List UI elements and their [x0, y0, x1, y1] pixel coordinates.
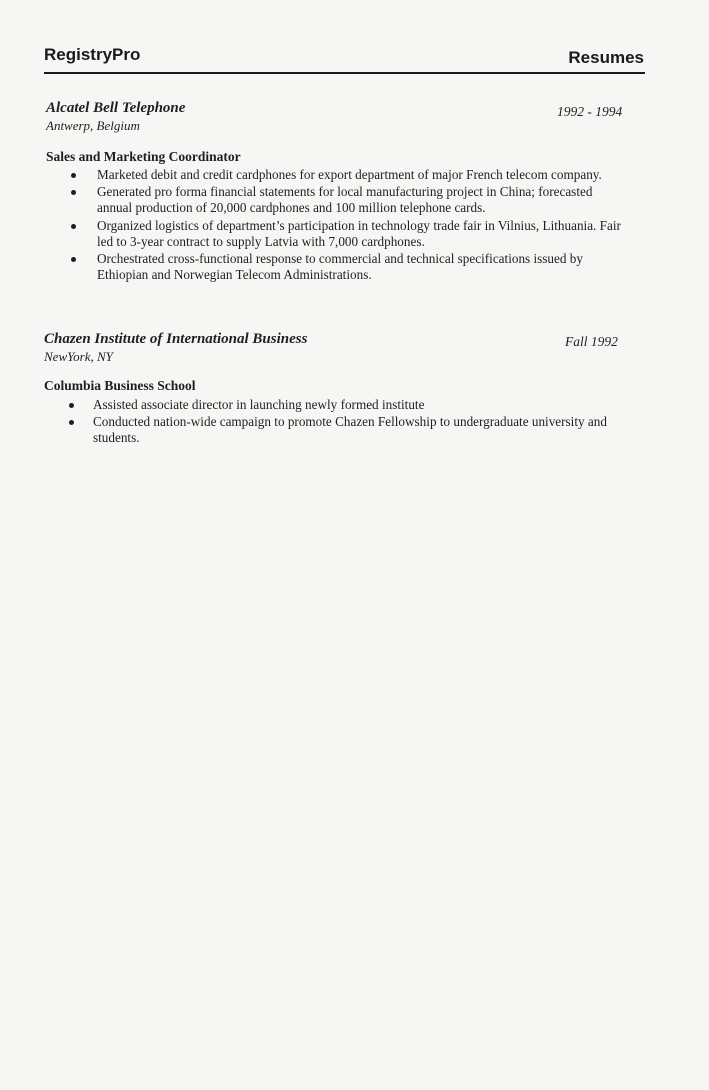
- list-item: [46, 218, 626, 250]
- list-item: [46, 251, 626, 283]
- achievement-list: [46, 167, 626, 283]
- bullet-icon: [71, 173, 76, 178]
- list-item-text: Organized logistics of department’s participation in technology trade fair in Vilnius, Lithuania. Fair led to 3-year contract to supply Latvia with 7,000 cardphones.: [97, 217, 621, 249]
- list-item-text: Marketed debit and credit cardphones for export department of major French telecom company.: [97, 167, 602, 182]
- experience-entry: [46, 100, 626, 300]
- organization-name: Chazen Institute of International Business: [44, 331, 308, 347]
- list-item-text: Conducted nation-wide campaign to promote Chazen Fellowship to undergraduate university and students.: [93, 414, 607, 446]
- list-item-text: Orchestrated cross-functional response to commercial and technical specifications issued by Ethiopian and Norwegian Telecom Administrations.: [97, 251, 583, 283]
- bullet-icon: [71, 224, 76, 229]
- experience-entry: [44, 331, 624, 461]
- page-header: [44, 44, 645, 74]
- brand-title: RegistryPro: [44, 45, 141, 64]
- bullet-icon: [71, 257, 76, 262]
- achievement-list: [44, 397, 620, 447]
- organization-name: Alcatel Bell Telephone: [46, 100, 186, 116]
- job-title: Sales and Marketing Coordinator: [46, 149, 241, 164]
- bullet-icon: [69, 420, 74, 425]
- bullet-icon: [71, 190, 76, 195]
- list-item: [46, 167, 626, 183]
- organization-location: NewYork, NY: [44, 349, 113, 364]
- section-title: Resumes: [568, 48, 644, 67]
- bullet-icon: [69, 403, 74, 408]
- employment-dates: 1992 - 1994: [557, 104, 623, 119]
- list-item-text: Assisted associate director in launching newly formed institute: [93, 397, 425, 412]
- organization-location: Antwerp, Belgium: [46, 118, 140, 133]
- employment-dates: Fall 1992: [565, 334, 618, 349]
- list-item-text: Generated pro forma financial statements for local manufacturing project in China; forecasted annual production of 20,000 cardphones and 100 million telephone cards.: [97, 184, 593, 216]
- list-item: [44, 397, 620, 413]
- list-item: [46, 184, 626, 216]
- organization-unit: Columbia Business School: [44, 378, 196, 393]
- list-item: [44, 414, 620, 446]
